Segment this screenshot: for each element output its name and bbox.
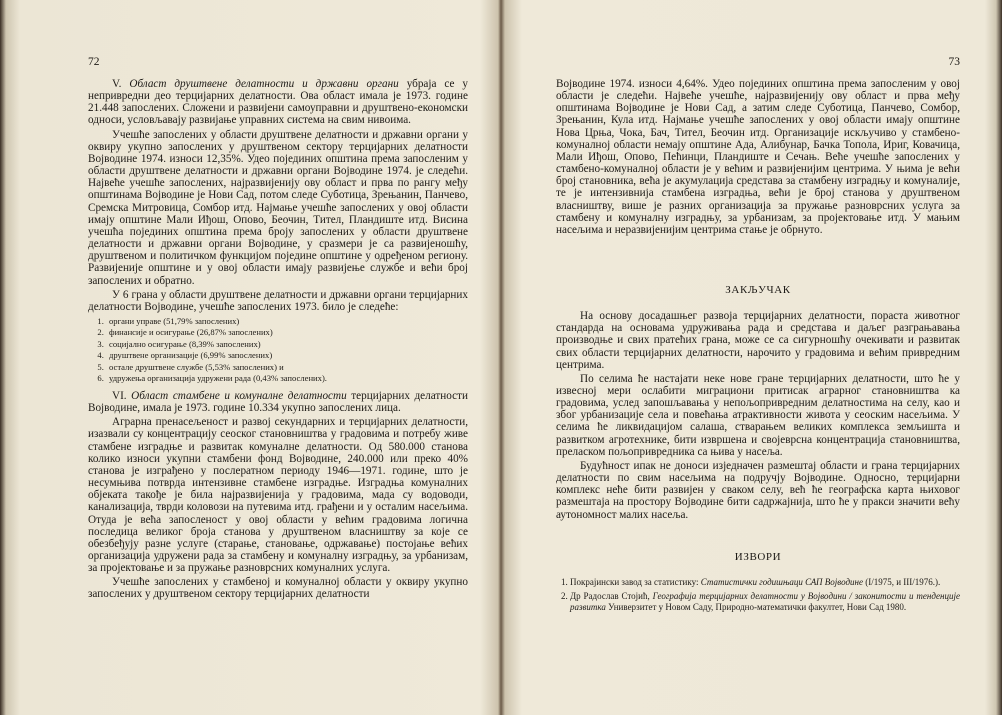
source-title: Статистички годишњаци САП Војводине: [700, 576, 863, 587]
sources-list: [556, 577, 960, 613]
section-6-title: Област стамбене и комуналне делатности: [131, 389, 347, 402]
sources-heading: ИЗВОРИ: [734, 550, 782, 563]
section-6-continuation: Војводине 1974. износи 4,64%. Удео појединих општина према запосленим у овој области је следећи. Највеће учешће, најразвијенију ову област и прва међу општинама Војводине је Нови Сад, а затим следе Суботица, Панчево, Сомбор, Зрењанин, Кула итд. Најмање учешће запослених у овој области имају општине Нова Црња, Чока, Бач, Тител, Беочин итд. Организације искључиво у стамбено-комуналној области немају општине Ада, Алибунар, Бачка Топола, Ириг, Ковачица, Мали Иђош, Опово, Пећинци, Пландиште и Сечањ. Веће учешће запослених у стамбено-комуналној области је у већим и развијенијим центрима. У њима је већи број становника, већа је акумулација средстава за стамбену изградњу и комуналије, те је интензивнија стамбена изградња, већи је број станова у друштвеном власништву, више је разних организација за пружање разноврсних услуга за стамбену и комуналну изградњу, за урбанизам, за пројектовање итд. У мањим насељима и неразвијенијим центрима стање је обрнуто.: [556, 78, 960, 236]
section-6-paragraph-3: Учешће запослених у стамбеној и комуналној области у оквиру укупно запослених у друштвеном сектору терцијарних делатности: [88, 576, 468, 601]
section-6-numeral: VI.: [112, 389, 127, 402]
page-number-left: 72: [88, 56, 100, 68]
page-number-right: 73: [948, 56, 960, 68]
section-5-numeral: V.: [112, 78, 122, 90]
section-6-paragraph-2: Аграрна пренасељеност и развој секундарних и терцијарних делатности, изазвали су концентрацију сеоског становништва у градовима и потребу живе стамбене изградње и развитак комуналне делатности. Од 580.000 станова колико износи укупни стамбени фонд Војводине, 240.000 или преко 40% станова је изграђено у послератном периоду 1946—1971. године, што је несумњива потврда интензивне стамбене изградње. Изградња комуналних објеката такође је била најразвијенија у градовима, мада су водоводи, канализација, тврди коловози на путевима итд. грађени и у осталим насељима. Отуда је већа запосленост у овој области у већим градовима логична последица великог броја станова у друштвеном власништву за које се обезбеђују разне услуге (старање, становање, одржавање) постојање већих организација удружени рада за стамбену и комуналну изградњу, за урбанизам, за пројектовање и за пружање разноврсних комуналних услуга.: [88, 416, 468, 575]
conclusion-heading: ЗАКЉУЧАК: [725, 284, 791, 297]
source-author: Покрајински завод за статистику:: [570, 576, 701, 587]
branch-item: 6. удружења организација удружени рада (0,43% запослених).: [106, 373, 468, 385]
section-6-intro-text: терцијарних делатности Војводине, имала је 1973. године 10.334 укупно запослених лица.: [88, 389, 468, 415]
source-details: (I/1975, и III/1976.).: [862, 576, 941, 587]
branch-item: 3. социјално осигурање (8,39% запослених): [106, 339, 468, 351]
branch-list: [88, 316, 468, 385]
left-page: [0, 0, 500, 715]
conclusion-paragraph: По селима ће настајати неке нове гране терцијарних делатности, што ће у извесној мери ослабити миграциони притисак аграрног становништва ка градовима, услед запошљавања у непољопривредним делатностима на селу, као и због урбанизације села и повећања атрактивности живота у сеоским насељима. У селима ће ликвидацијом салаша, стварањем великих комплекса земљишта и развитком агротехнике, бити извршена и својеврсна концентрација становништва, преласком пољопривредника са њива у насеља.: [556, 372, 960, 458]
source-item: [570, 577, 960, 588]
source-title: Географија терцијарних делатности у Војводини / законитости и тенденције развитка: [570, 591, 960, 613]
branch-item: 5. остале друштвене службе (5,53% запослених) и: [106, 362, 468, 374]
source-item: [570, 591, 960, 613]
right-page: [502, 0, 1002, 715]
branch-item: 1. органи управе (51,79% запослених): [106, 316, 468, 328]
section-6-intro: [88, 390, 468, 414]
section-5-paragraph-3: У 6 грана у области друштвене делатности и државни органи терцијарних делатности Војводине, учешће запослених 1973. било је следеће:: [88, 288, 468, 313]
section-5-paragraph-2: Учешће запослених у области друштвене делатности и државни органи у оквиру укупно запослених у друштвеном сектору терцијарних делатности Војводине 1974. износи 12,35%. Удео појединих општина према запосленим у области друштвене делатности и државни органи Војводине 1974. је следећи. Највеће учешће запослених, најразвијенију ову област и прва по рангу међу општинама Војводине је Нови Сад, потом следе Суботица, Зрењанин, Панчево, Сремска Митровица, Сомбор итд. Најмање учешће запослених у овој области имају општине Мали Иђош, Опово, Беочин, Тител, Пландиште итд. Висина учешћа појединих општина према броју запослених у области друштвене делатности и државни органи Војводине, у сразмери је са развијеношћу, друштвеном и политичком функцијом поједине општине у одређеном региону. Развијеније општине и у овој области имају развијење службе и већи број запослених и обратно.: [88, 128, 468, 287]
section-5-intro-text: убраја се у непривредни део терцијарних делатности. Ова област имала је 1973. године 21.448 запослених. Сложени и развијени самоуправни и друштвено-економски односи, условљавају развијање управних система на свим нивоима.: [88, 78, 468, 127]
branch-item: 4. друштвене организације (6,99% запослених): [106, 350, 468, 362]
branch-item: 2. финансије и осигурање (26,87% запослених): [106, 327, 468, 339]
source-author: Др Радослав Стојић,: [570, 591, 653, 602]
section-5-intro: [88, 78, 468, 127]
conclusion-paragraph: Будућност ипак не доноси изједначен размештај области и грана терцијарних делатности по свим насељима на подручју Војводине. Односно, терцијарни комплекс неће бити развијен у сваком селу, већ ће географска карта њиховог размештаја на простору Војводине бити садржајнија, што ће у пракси значити већу аутономност малих насеља.: [556, 459, 960, 521]
conclusion-paragraph: На основу досадашњег развоја терцијарних делатности, пораста животног стандарда на основама удруживања рада и средстава и даљег разграњавања производње и свих пратећих грана, може се са сигурношћу очекивати и развитак свих области терцијарних делатности, нарочито у градовима и већим привредним центрима.: [556, 310, 960, 371]
source-details: Универзитет у Новом Саду, Природно-математички факултет, Нови Сад 1980.: [605, 602, 907, 613]
section-5-title: Област друштвене делатности и државни органи: [129, 78, 399, 90]
